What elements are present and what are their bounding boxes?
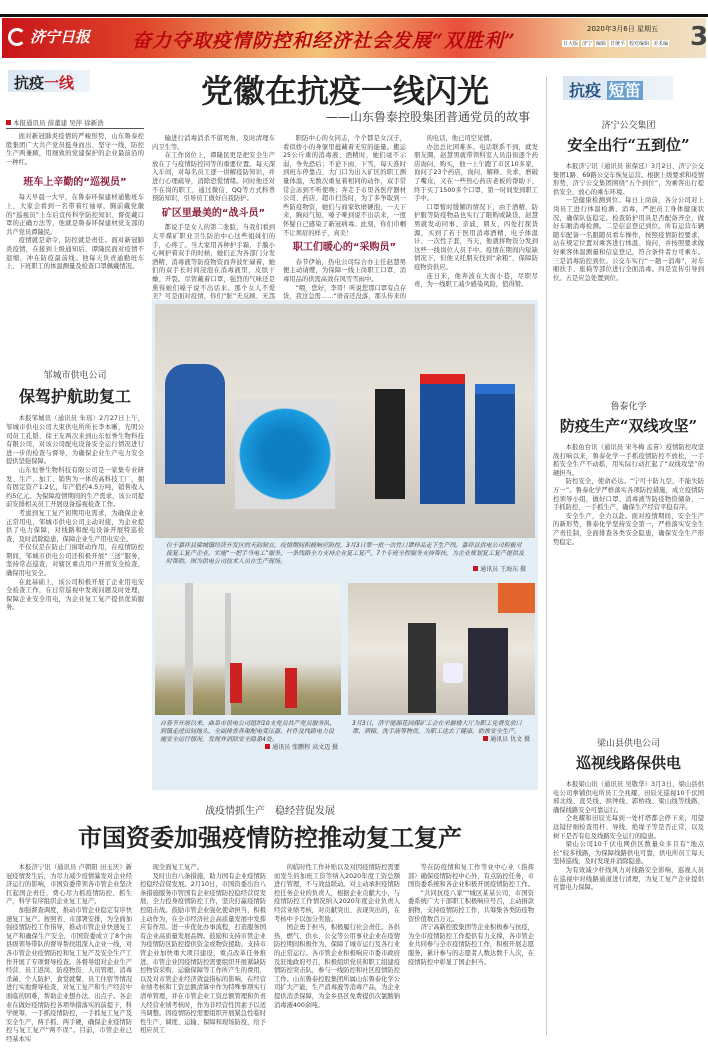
paragraph: 都说手是女人的第二张脸，当我们看到太平煤矿职业卫生防治中心这些姐妹们的手，心疼了。当大家用各种护手霜、手膜小心呵护着双手的时候，她们正为各部门分发酒精、消毒液等防疫物资而奔波忙碌着，她们的双手长时间浸泡在消毒液里，皮肤干燥、开裂。尽管戴着口罩，强烈的气味还是熏得她们嗓子说不出话来。那个女人不爱美？可是面对疫情，你们“脏”无反顾、无怨 <box>152 224 275 301</box>
worker-figure <box>475 384 515 504</box>
paragraph: 为有效减少杆线风力对线路安全影响，巡视人员在巡视中对线路通道进行清理，为复工复产企业提供可靠电力保障。 <box>553 866 704 892</box>
paragraph: 一是健康检测到位。每日上岗前，各分公司对上岗员工进行体温检测、消毒，严把员工身体健康状况，确保队伍稳定。检查防护用具是否配备齐全，做好车厢消毒检测。二是信息登记到位。所有运营车辆随车配备一名跟随员看车操作，按照疫情防控要求，站在规定位置对乘客进行体温、询问，并按照要求做好乘客体温测量和信息登记，符合条件者方可乘车。三是消毒防控到位。公交车实行“一趟一消毒”，对车厢扶手、座椅等部位进行全面消毒。四是宣传引导到位。五是应急处置到位。 <box>553 197 704 282</box>
paragraph: 防控安全，使命必达。“宁可十防九空，不能失防万一”。鲁泰化学严格落实各项防控措施，成立疫情防控领导小组，做好口罩、消毒液等防疫物资储备，一手抓防控、一手抓生产，确保生产经营平稳有序。 <box>553 478 704 512</box>
paragraph: 现全面复工复产。 <box>152 864 203 871</box>
article-body <box>553 163 704 383</box>
logo-text: 济宁日报 <box>30 28 91 46</box>
right-column <box>546 76 704 1036</box>
paragraph: 梁山公司10千伏电网供区数量众多且有“地点长”较多线路，为保障线路供电可靠，供电所员工每天坚持巡线，及时发现并消除隐患。 <box>553 841 704 866</box>
article-kicker: 济宁公交集团 <box>601 121 656 131</box>
utility-pole <box>185 583 193 715</box>
logo-mark-icon <box>8 28 26 46</box>
masthead-rule <box>0 14 708 17</box>
column <box>283 135 406 301</box>
main-subtitle: ——山东鲁泰控股集团普通党员的故事 <box>325 110 530 124</box>
article-title: 巡视线路保供电 <box>575 754 681 772</box>
article-body <box>6 415 144 815</box>
subheading: 矿区里最美的“战斗员” <box>161 207 266 219</box>
photo-credit <box>166 566 526 574</box>
paragraph: 口罩暂时缓解的情况下，由于酒精、防护服等防疫物品也实行了限购或缺货，赵慧男就发动同事、亲戚、朋友，四处打探货源，买到了若干医用消毒酒精、电子体温计、一次性手套，当天，他就将物资分发到这些一线岗位人员手中。疫情在期间内短缺情况下，但他又托朋友找到“余粮”，保障防疫物资供应。 <box>414 203 538 271</box>
paragraph: “喂，您好，李哥！听说您那口罩有点存货，我这急需……”语音还没落，那头传来的 <box>283 284 406 301</box>
paragraph: 国企勇于担当，积极履行社会责任。各供热、燃气、供水、公交等公用事业企业在疫情防控期间积极作为，保障了城市运行及各行业的正常运行。各市管企业积极响应市委市政府及驻地政府号召，积极组织党员和职工组建疫情防控突击队，参与一线防控和社区疫情防控工作。山东鲁泰控股集团所属山东鲁泰化学公司扩大产能，生产消毒液等消毒产品，为企业提供消杀保障，为金乡县区免费提供次氯酸钠消毒液400余吨。 <box>274 924 400 1009</box>
edition-label: 编辑 <box>596 41 607 47</box>
article-body <box>6 194 144 334</box>
photo-caption <box>160 720 338 752</box>
paragraph: 每天早晨一大早，在鲁泰环保建材通勤班车上，大家会看到一名带着红袖章，胸前戴党徽的“巡视员”上车后宣传科学防控知识、督促戴口罩的正确方法等，他就是鲁泰环保建材党支部的共产党员谭隆民。 <box>6 194 144 236</box>
edition-label: 济宁 <box>582 41 593 47</box>
section-tag-frontline <box>8 70 90 92</box>
main-headline: 党徽在抗疫一线闪光 <box>200 72 489 110</box>
column <box>6 864 132 1043</box>
paragraph: 本报济宁讯（通讯员 崔保廷）3月2日，济宁公交集团1路、69路公交车恢复运营。根据上级要求和疫情形势，济宁公交集团围绕“五个到位”，为乘客出行提供安全、放心的乘车环境。 <box>553 163 704 196</box>
issue-date: 2020年3月6日 星期五 <box>587 25 658 33</box>
photo-credit <box>352 736 530 744</box>
subheading: 班车上辛勤的“巡视员” <box>23 177 127 189</box>
paragraph: 疫情就是命令，防控就是责任。面对新冠肺炎疫情，在接到上级通知后，谭隆民面对疫情不退缩，冲在防疫最前线。他每天负责通勤班车上、下班职工的体温测量及检查口罩佩戴情况。 <box>6 237 144 271</box>
paragraph: 输进行消毒消杀不留死角，及时清理车内卫生等。 <box>152 135 275 151</box>
worker-figure <box>230 663 242 703</box>
tag-text-highlight: 短笛 <box>608 81 641 100</box>
banner-slogan: 奋力夺取疫情防控和经济社会发展“双胜利” <box>132 30 516 52</box>
masthead-banner <box>2 18 706 58</box>
paragraph: 加强督查调度，推动市管企业稳定有序快速复工复产。按照省、市部署安排，为全面加强疫情防控工作指导，推动市管企业快速复工复产和确保生产安全，市国资委成立了8个由县级领导带队的督导帮扶组深入企业一线，对各市管企业疫情防控和复工复产及安全生产工作开展了专项督导检查。各督导组对企业生产经营、员工返岗、防疫物资、人员管理、消毒杀菌、个人防护、食堂就餐、员工住宿等情况进行实地督导检查，对复工复产和生产经营中面临的困难，帮助企业想办法、出点子。各企业在做好疫情防控各项举措落实的前提下，科学统筹，一手抓疫情防控，一手抓复工复产及安全生产，两手抓、两手硬，确保企业疫情防控与复工复产“两不误”。目前，市管企业已经基本实 <box>6 906 132 1043</box>
paragraph: 本报鱼台讯（通讯员 宋冬梅 孟苗）疫情防控攻坚战打响以来，鲁泰化学一手抓疫情防控不放松，一手抓安全生产不动摇，用实际行动扛起了“双线攻坚”的硬担当。 <box>553 444 704 477</box>
paragraph: 本报济宁讯（通讯员 卢朝阳 田玉庆）新冠疫情发生后，为尽力减少疫情暴发对企业经济运行的影响，市国资委带领各市管企业坚决扛起国企责任，费心尽力抓疫情防控、抓生产，科学有序组织企业复工复产。 <box>6 864 132 906</box>
paragraph: 济宁高新控股集团等企业积极参与抗疫，为全市疫情防控工作提供有力支撑，各市管企业共同参与全市疫情防控工作，积极开展志愿服务，累计参与的志愿者人数达数千人次，在疫情防控中彰显了国企担当。 <box>408 924 534 966</box>
worker-figure <box>165 364 225 484</box>
tag-text: 抗疫 <box>14 74 45 92</box>
edition-label: 校对编辑 <box>629 41 650 47</box>
byline <box>6 118 144 129</box>
section-tag-short-notes <box>563 76 673 100</box>
photo-caption <box>166 542 526 574</box>
byline-text: 本报通讯员 薛董建 吴萍 徐新浩 <box>13 119 104 127</box>
subheading: 职工们暖心的“采购员” <box>292 242 397 254</box>
wall-sign <box>498 583 535 613</box>
bottom-kicker: 战疫情抓生产 稳经营促发展 <box>205 806 335 817</box>
person-figure <box>408 623 436 713</box>
paragraph: 连日来，他奔波在大街小巷，尽职尽责，为一线职工减少感染风险，值得赞。 <box>414 272 538 289</box>
paragraph: “共同抗疫八家””城区某某公司，市国资委系统广大干部职工积极响应号召，主动捐款捐物，支持疫情防控工作，共筹集各类防疫物资价值数百万元。 <box>408 889 534 923</box>
page-number: 3 <box>690 22 708 52</box>
tag-text: 抗疫 <box>569 81 602 100</box>
credit-text: 通讯员 张鹏程 高文迈 摄 <box>272 744 338 751</box>
bottom-article-columns <box>6 864 536 1043</box>
caption-text: 3月3日，济宁能源花园煤矿工会在采掘楼大厅为职工免费发放口罩、酒精、洗手液等物资，为职工送去了健康，助推安全生产。 <box>352 720 522 735</box>
left-column <box>6 118 144 778</box>
article-title: 防疫生产“双线攻坚” <box>559 417 698 435</box>
photo-caption <box>352 720 530 744</box>
photo-feature-box <box>152 300 538 790</box>
column <box>152 135 275 301</box>
tag-text-red: 一线 <box>44 74 75 92</box>
column <box>274 864 400 1040</box>
article-body <box>553 781 704 1061</box>
paragraph: 在工作岗位上，谭隆民更是把安全生产放在了与疫情防控同等的重要位置。每天深入车间，对每名员工逐一讲解疫防知识，并进行心理疏导，消除恐慌情绪。同时他还对不在岗的职工，通过微信、QQ等方式科普预防知识，引导员工做好自我防护。 <box>152 152 275 203</box>
article-intro <box>6 133 144 167</box>
credit-text: 通讯员 仇文 摄 <box>490 736 530 743</box>
newspaper-logo <box>8 26 90 47</box>
article-title: 保驾护航助复工 <box>18 387 131 407</box>
edition-label: 日大版 <box>563 41 579 47</box>
article-kicker: 梁山县供电公司 <box>596 739 660 749</box>
article-kicker: 鲁泰化学 <box>610 402 647 412</box>
photo-mask-distribution <box>348 583 535 715</box>
caption-text: 位于嘉祥县梁城镇经济开发区的天韵制衣，疫情期间积极响应防控，3月3日第一批一次性口罩样品走下生产线。嘉祥县供电公司积极对接复工复产企业，实施“一把手当电工”服务，一条线路全力支持企业复工复产，7个专班全程服务支持帮扶，为企业规划复工复产提供及时帮助。图为供电公司技术人员在生产现场。 <box>166 542 525 565</box>
paragraph: 仝兆耀和田辰光每到一处杆塔都会停下来，用望远镜仔细检查用杆、导线、绝缘子等是否正常，以及树下是否有危及线路安全运行的隐患。 <box>553 815 704 840</box>
paragraph: 面对新冠肺炎疫情的严峻形势，山东鲁泰控股集团广大共产党员挺身而出、坚守一线，防控生产两兼顾，用细致的党建保护的企业最前沿的一种红。 <box>6 133 144 166</box>
paragraph: 职防中心的女同志，个个都是女汉子，看似娇小的身躯里蕴藏着无穷的能量。搬运25公斤重的消毒液、酒精时，她们毫不示弱，争先恐后；不论下雨、下雪，每天准时到班车停靠点、大门口为出入矿区的职工测量体温，无数次重复着相同的动作，双手常常会冻到不听使唤；奔走于市里各医疗器材公司、药店、超市扫货时，为了多争取到一些防疫物资，她们与商家软磨硬泡，一天下来，胸闷气短，嗓子哑到说不出话来，一度怀疑自己感染了新冠病毒。此刻，你们巾帼不让须眉的样子，真美！ <box>283 135 406 237</box>
column <box>140 864 266 1040</box>
photo-credit <box>160 744 338 752</box>
bottom-headline: 市国资委加强疫情防控推动复工复产 <box>78 823 462 852</box>
edition-labels <box>562 40 669 47</box>
photo-power-line <box>155 583 341 715</box>
paragraph: 办法总比困难多。电话联系不到，就发朋友圈，赵慧男就带领科室人员沿街逐个药店询问、购买，他一上午跑了市区10多家，询问了23个药店，询问、解释、央求，磨破了嘴皮，又在一些热心药店老板的帮助下，终于买了1500多个口罩，第一时间发到职工手中。 <box>414 143 538 203</box>
column <box>408 864 534 1040</box>
article-title: 安全出行“五到位” <box>567 136 690 154</box>
paragraph: 本报邹城讯（通讯员 朱瑶）2月27日上午，邹城市供电公司大束供电所所长李本晰、光明公司员工孔韬、徐王友两次来到山东恒誉生物科技有限公司，对该公司配电设备安全运行情况进行进一步的检查与督导，为确保企业生产电力安全提供坚强保障。 <box>6 415 144 466</box>
edition-label: 美术编 <box>653 41 669 47</box>
supply-bag <box>443 663 463 683</box>
paragraph: 安全生产，全力以赴。面对疫情期间，安全生产的新形势，鲁泰化学坚持安全第一，严格落实安全生产责任制，全面排查各类安全隐患，确保安全生产形势稳定。 <box>553 512 704 546</box>
fabric-roll <box>235 399 335 509</box>
paragraph: 及时出台八条措施，助力国有企业疫情防控稳经营促发展。2月10日，市国资委出台八条措施服务市管国有企业疫情防控稳经营促发展，全力投身疫情防控工作，坚决打赢疫情防控阻击战。鼓励市管企业强化使命担当，积极主动作为，在全市经济社会高质量发展中发挥应有作用。进一步优化办事流程，打造服务国有企业高质量发展品牌。鼓励和支持市管企业为疫情防区防控提供资金或物资援助。支持市管企业加快重大项目建设，重点改革任务推进。市管企业因疫情防控需要组织开展紧缺防控物资采购、运输保障等工作所产生的费用，以及对市管企业经济效益指标的影响，在经营业绩考核和工资总额清算中作为特殊事项实行清单管理，并在市管企业工资总额管理和负责人经营业绩考核时，作为非经营性因素予以适当调整。因疫情防控需要组织开展紧急性临时性生产、调度、运输、保障和现场防疫，给予相应员工 <box>140 872 266 1035</box>
caption-text: 自春节开展以来，曲阜市供电公司组织10支党员共产党员服务队，到镇走进田间地头，全面排查各渠配电变压器、杆件及线路电力设施安全运行情况，发现并消除安全隐患4处。 <box>160 720 336 743</box>
article-body <box>553 444 704 726</box>
edition-label: 日统平 <box>610 41 626 47</box>
person-figure <box>375 389 405 499</box>
article-kicker: 邹城市供电公司 <box>43 371 107 382</box>
person-figure <box>468 628 508 715</box>
paragraph: 春节伊始，热电公司综合办主任赵慧男便主动请缨，为保障一线上岗职工口罩、消毒用品的供需高效在风雪雪雨中。 <box>283 258 406 283</box>
paragraph: 等在防疫情和复工作等业中心业（指挥部）确保疫情防控中心外，有点防控任务，市国资委系统和各企业积极开展疫情防控工作。 <box>408 864 534 889</box>
paragraph: 的临时性工作补贴以及对因疫情防控需要而发生的加班工资等纳入2020年度工资总额进行管理，不与效益联动。对主动承担疫情防控任务企业的负责人，根据企业贡献大小，与疫情防控工作情况纳入2020年度企业负责人经营业绩考核，对贡献突出、表现突出的，在考核中予以加分奖励。 <box>274 864 400 923</box>
paragraph: 在此基础上，该公司积极开展了企业用电安全检查工作，在日常巡视中发现问题及时处理，保障企业安全用电，为企业复工复产提供优质服务。 <box>6 578 144 612</box>
photo-mask-factory <box>155 304 535 538</box>
worker-figure <box>285 668 297 708</box>
main-article-columns <box>152 135 538 301</box>
paragraph: 不仅仅是在防止门窗联动作用，在疫情防控期间，邹城市供电公司还积极开展“三送”服务，坚持常态巡查，对辖区重点用户开展安全检查，确保用电安全。 <box>6 544 144 578</box>
column <box>414 135 538 297</box>
paragraph: 本报梁山讯（通讯员 吴敬华）3月3日，梁山县供电公司拳铺供电所员工仝兆耀、田辰光巡视10千伏国邢北线、直昊线、拱钟线、郭桥线、梁山线等线路，确保线路安全可靠运行。 <box>553 781 704 814</box>
worker-figure <box>420 374 465 504</box>
credit-text: 通讯员 王海东 摄 <box>480 566 526 573</box>
paragraph: 的电话，他已司空见惯。 <box>426 135 496 142</box>
paragraph: 山东恒誉生物科技有限公司是一家集专业研发、生产、加工、销售为一体的高科技工厂，拥有固定资产1.2亿，年产值约4.5万吨，销售收入约5亿元。为保障疫情期间的生产需求，该公司提前安排相关员工开展设备巡视检查工作。 <box>6 466 144 509</box>
paragraph: 考虑到复工复产初期用电需求，为确保企业正常用电，邹城市供电公司主动对接，为企业提供了电力保障，对线路和配电设备开展特巡检查，及时消除隐患，保障企业生产用电安全。 <box>6 509 144 543</box>
